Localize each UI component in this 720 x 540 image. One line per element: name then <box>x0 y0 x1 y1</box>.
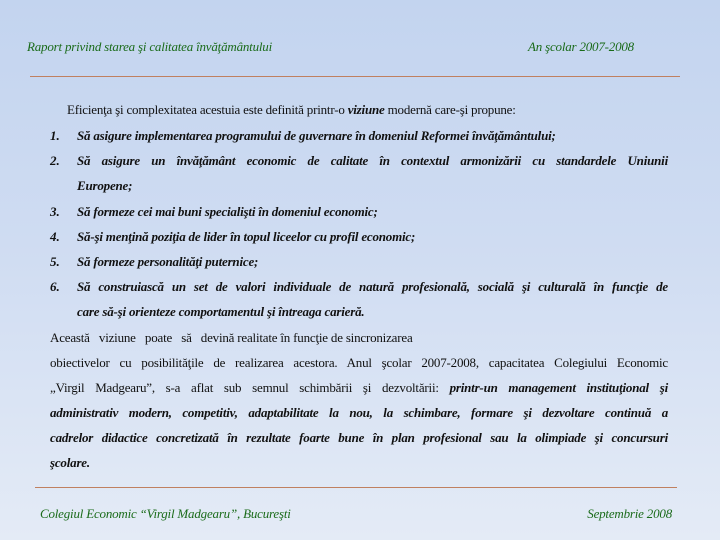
intro-before: Eficienţa şi complexitatea acestuia este definită printr-o <box>67 102 348 117</box>
paragraph-line <box>50 380 668 396</box>
list-item: Să formeze personalităţi puternice; <box>77 254 259 269</box>
list-item-continuation: Europene; <box>77 178 133 193</box>
header-divider <box>30 76 680 77</box>
paragraph-line: şcolare. <box>50 455 90 470</box>
list-item: Să-şi menţină poziţia de lider în topul liceelor cu profil economic; <box>77 229 416 244</box>
school-year: An şcolar 2007-2008 <box>528 39 634 54</box>
paragraph-emphasis: printr-un management instituţional şi <box>449 380 669 395</box>
intro-emphasis: viziune <box>347 102 385 117</box>
paragraph-line: administrativ modern, competitiv, adaptabilitate la nou, la schimbare, formare şi dezvoltare continuă a <box>50 405 668 420</box>
list-number: 1. <box>50 128 60 143</box>
report-title: Raport privind starea şi calitatea învăţământului <box>27 39 273 54</box>
footer-date: Septembrie 2008 <box>587 506 672 521</box>
list-item: Să formeze cei mai buni specialişti în domeniul economic; <box>77 204 378 219</box>
paragraph-line: Această viziune poate să devină realitate în funcţie de sincronizarea <box>50 330 413 345</box>
paragraph-line: obiectivelor cu posibilităţile de realizarea acestora. Anul şcolar 2007-2008, capacitatea Colegiului Economic <box>50 355 668 370</box>
list-number: 3. <box>50 204 60 219</box>
list-item: Să asigure implementarea programului de guvernare în domeniul Reformei învăţământului; <box>77 128 556 143</box>
footer-school: Colegiul Economic “Virgil Madgearu”, Bucureşti <box>40 506 291 521</box>
paragraph-line: cadrelor didactice concretizată în rezultate foarte bune în plan profesional sau la olimpiade şi concursuri <box>50 430 668 445</box>
list-number: 4. <box>50 229 60 244</box>
list-number: 2. <box>50 153 60 168</box>
list-item: Să asigure un învăţământ economic de calitate în contextul armonizării cu standardele Uniunii <box>77 153 668 168</box>
list-number: 5. <box>50 254 60 269</box>
list-number: 6. <box>50 279 60 294</box>
paragraph-text: „Virgil Madgearu”, s-a aflat sub semnul schimbării şi dezvoltării: <box>50 380 450 395</box>
list-item: Să construiască un set de valori individuale de natură profesională, socială şi culturală în funcţie de <box>77 279 668 294</box>
intro-text <box>67 102 516 118</box>
footer-divider <box>35 487 677 488</box>
list-item-continuation: care să-şi orienteze comportamentul şi întreaga carieră. <box>77 304 365 319</box>
intro-after: modernă care-şi propune: <box>384 102 516 117</box>
